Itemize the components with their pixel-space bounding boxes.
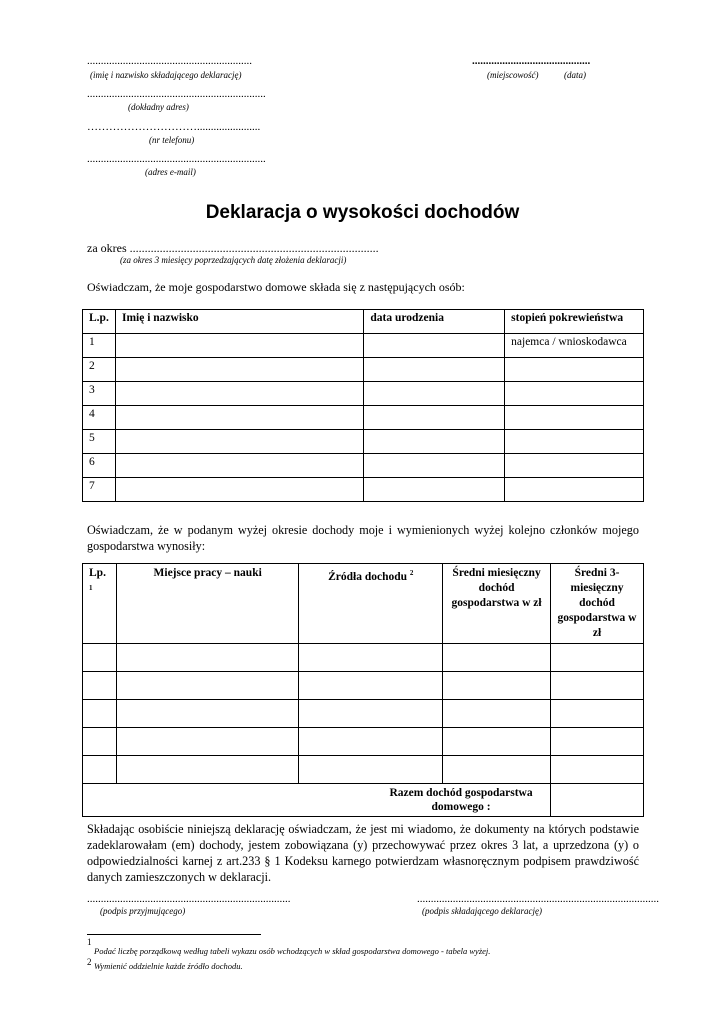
cell-birth-date[interactable] (364, 478, 505, 502)
income-total-row (83, 784, 644, 817)
col-avg-3month: Średni 3-miesięczny dochód gospodarstwa w zł (551, 564, 644, 644)
cell-total-value[interactable] (551, 784, 644, 817)
cell-lp[interactable] (83, 756, 117, 784)
cell-name[interactable] (115, 358, 363, 382)
household-header-row (83, 310, 644, 334)
cell-relationship[interactable] (505, 478, 644, 502)
table-row (83, 430, 644, 454)
cell-income-source[interactable] (299, 756, 443, 784)
col-name: Imię i nazwisko (115, 310, 363, 334)
period-note: (za okres 3 miesięcy poprzedzających datę złożenia deklaracji) (120, 255, 347, 265)
household-statement: Oświadczam, że moje gospodarstwo domowe składa się z następujących osób: (87, 280, 465, 294)
signature-receiver-label: (podpis przyjmującego) (100, 906, 186, 916)
col-income-source (299, 564, 443, 644)
col-relationship: stopień pokrewieństwa (505, 310, 644, 334)
cell-relationship[interactable] (505, 454, 644, 478)
cell-birth-date[interactable] (364, 382, 505, 406)
cell-avg-monthly[interactable] (443, 644, 551, 672)
cell-avg-monthly[interactable] (443, 700, 551, 728)
cell-birth-date[interactable] (364, 430, 505, 454)
cell-avg-monthly[interactable] (443, 672, 551, 700)
cell-avg-monthly[interactable] (443, 756, 551, 784)
cell-relationship[interactable] (505, 430, 644, 454)
table-row (83, 382, 644, 406)
cell-name[interactable] (115, 382, 363, 406)
name-label: (imię i nazwisko składającego deklarację) (90, 70, 242, 80)
name-dots: ............................................................ (87, 55, 252, 67)
closing-statement: Składając osobiście niniejszą deklarację oświadczam, że jest mi wiadomo, że dokumenty na których podstawie zadeklarowałam (em) dochody, jestem zobowiązana (y) przechowywać przez okres 3 lat, a uprzedzona (y) o odpowiedzialności karnej z art.233 § 1 Kodeksu karnego potwierdzam własnoręcznym podpisem prawdziwość danych zamieszczonych w deklaracji. (87, 822, 639, 884)
total-label-text: Razem dochód gospodarstwa domowego : (389, 787, 533, 813)
col-birth-date: data urodzenia (364, 310, 505, 334)
footnote-ref-1: 1 (89, 584, 93, 592)
cell-lp[interactable] (83, 644, 117, 672)
cell-name[interactable] (115, 454, 363, 478)
cell-name[interactable] (115, 334, 363, 358)
cell-income-source[interactable] (299, 700, 443, 728)
income-header-row (83, 564, 644, 644)
cell-avg-3month[interactable] (551, 644, 644, 672)
cell-income-source[interactable] (299, 728, 443, 756)
cell-lp: 5 (83, 430, 116, 454)
cell-income-source[interactable] (299, 644, 443, 672)
col-lp (83, 564, 117, 644)
cell-workplace[interactable] (116, 700, 298, 728)
cell-name[interactable] (115, 478, 363, 502)
phone-label: (nr telefonu) (149, 135, 195, 145)
cell-name[interactable] (115, 406, 363, 430)
place-label: (miejscowość) (487, 70, 539, 80)
phone-dots: …………………………....................... (87, 121, 261, 133)
cell-lp[interactable] (83, 672, 117, 700)
cell-relationship[interactable] (505, 382, 644, 406)
col-workplace: Miejsce pracy – nauki (116, 564, 298, 644)
table-row (83, 406, 644, 430)
cell-relationship: najemca / wnioskodawca (505, 334, 644, 358)
cell-avg-3month[interactable] (551, 700, 644, 728)
footnote-1-text: Podać liczbę porządkową według tabeli wykazu osób wchodzących w skład gospodarstwa domowego - tabela wyżej. (94, 946, 491, 956)
cell-relationship[interactable] (505, 358, 644, 382)
cell-avg-monthly[interactable] (443, 728, 551, 756)
cell-lp: 4 (83, 406, 116, 430)
cell-name[interactable] (115, 430, 363, 454)
income-statement: Oświadczam, że w podanym wyżej okresie dochody moje i wymienionych wyżej kolejno członków mojego gospodarstwa wynosiły: (87, 523, 639, 553)
cell-avg-3month[interactable] (551, 672, 644, 700)
table-row (83, 454, 644, 478)
total-label (299, 784, 551, 817)
table-row (83, 334, 644, 358)
household-table (82, 309, 644, 502)
cell-workplace[interactable] (116, 728, 298, 756)
signature-declarant-dots: ........................................................................................ (417, 893, 659, 905)
signature-receiver-dots: .......................................................................... (87, 893, 291, 905)
col-lp-label: Lp. (89, 567, 106, 579)
table-row (83, 478, 644, 502)
col-lp: L.p. (83, 310, 116, 334)
col-income-source-label: Źródła dochodu (328, 570, 408, 583)
table-row (83, 700, 644, 728)
table-row (83, 358, 644, 382)
total-spacer (83, 784, 299, 817)
footnote-ref-2: 2 (409, 569, 414, 577)
cell-avg-3month[interactable] (551, 728, 644, 756)
cell-birth-date[interactable] (364, 358, 505, 382)
table-row (83, 672, 644, 700)
cell-birth-date[interactable] (364, 334, 505, 358)
cell-lp: 6 (83, 454, 116, 478)
cell-workplace[interactable] (116, 644, 298, 672)
cell-workplace[interactable] (116, 672, 298, 700)
cell-lp[interactable] (83, 728, 117, 756)
footnote-divider (87, 934, 261, 935)
cell-lp: 7 (83, 478, 116, 502)
footnote-1-number: 1 (87, 937, 92, 947)
period-label: za okres ................................................................................... (87, 241, 379, 255)
address-dots: ................................................................. (87, 88, 266, 100)
table-row (83, 644, 644, 672)
cell-lp: 2 (83, 358, 116, 382)
col-avg-monthly: Średni miesięczny dochód gospodarstwa w zł (443, 564, 551, 644)
footnote-2-text: Wymienić oddzielnie każde źródło dochodu. (94, 961, 243, 971)
cell-workplace[interactable] (116, 756, 298, 784)
table-row (83, 756, 644, 784)
cell-relationship[interactable] (505, 406, 644, 430)
place-date-dots: ........................................... (472, 55, 591, 67)
cell-lp: 3 (83, 382, 116, 406)
cell-birth-date[interactable] (364, 406, 505, 430)
cell-avg-3month[interactable] (551, 756, 644, 784)
table-row (83, 728, 644, 756)
cell-birth-date[interactable] (364, 454, 505, 478)
date-label: (data) (564, 70, 586, 80)
cell-income-source[interactable] (299, 672, 443, 700)
address-label: (dokładny adres) (128, 102, 189, 112)
signature-declarant-label: (podpis składającego deklarację) (422, 906, 542, 916)
cell-lp[interactable] (83, 700, 117, 728)
cell-lp: 1 (83, 334, 116, 358)
page-title: Deklaracja o wysokości dochodów (205, 202, 520, 223)
email-label: (adres e-mail) (145, 167, 196, 177)
income-table (82, 563, 644, 817)
email-dots: ................................................................. (87, 153, 266, 165)
footnote-2-number: 2 (87, 957, 92, 967)
